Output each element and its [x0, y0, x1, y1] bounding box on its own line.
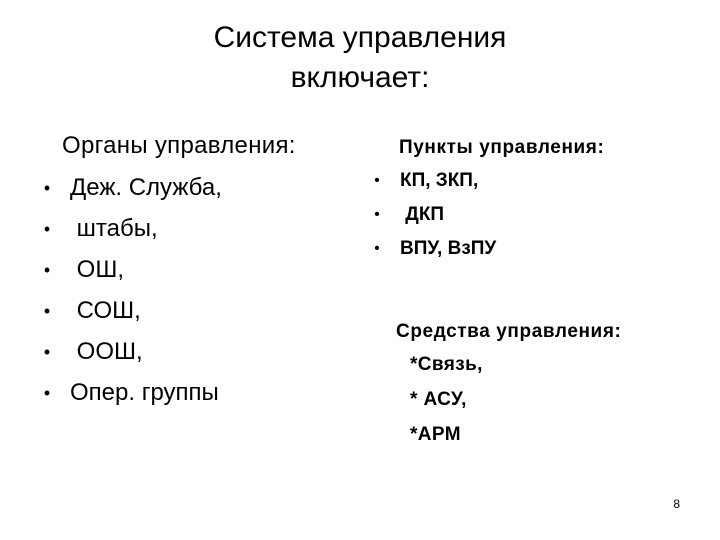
page-number: 8 — [673, 497, 680, 511]
bullet-icon: • — [43, 219, 51, 239]
means-list — [410, 350, 483, 455]
list-item — [40, 334, 222, 375]
list-item-text: Опер. группы — [70, 379, 219, 406]
right-column-heading: Пункты управления: — [399, 137, 605, 158]
list-item — [370, 234, 496, 268]
bullet-icon: • — [43, 178, 51, 198]
list-item-text: СОШ, — [70, 297, 141, 324]
bullet-icon: • — [43, 260, 51, 280]
left-bullet-list — [40, 170, 222, 416]
list-item-text: ООШ, — [70, 338, 143, 365]
list-item — [370, 166, 496, 200]
list-item-text: ДКП — [400, 204, 445, 225]
list-item — [40, 211, 222, 252]
list-item — [370, 200, 496, 234]
list-item-text: штабы, — [70, 215, 158, 242]
means-heading: Средства управления: — [396, 321, 622, 342]
list-item — [40, 375, 222, 416]
bullet-icon: • — [43, 301, 51, 321]
list-item: *АРМ — [410, 424, 461, 445]
list-item — [40, 293, 222, 334]
list-item-text: Деж. Служба, — [70, 174, 222, 201]
left-column-heading: Органы управления: — [62, 132, 296, 159]
bullet-icon: • — [43, 383, 51, 403]
list-item: * АСУ, — [410, 389, 467, 410]
slide-title-line-1: Система управления — [213, 21, 507, 54]
list-item-text: ОШ, — [70, 256, 124, 283]
list-item-text: ВПУ, ВзПУ — [400, 238, 497, 259]
bullet-icon: • — [43, 342, 51, 362]
bullet-icon: • — [374, 240, 380, 257]
list-item: *Связь, — [410, 354, 483, 375]
bullet-icon: • — [374, 172, 380, 189]
right-bullet-list — [370, 166, 496, 268]
list-item-text: КП, ЗКП, — [400, 170, 479, 191]
list-item — [40, 170, 222, 211]
slide-title-line-2: включает: — [290, 61, 430, 94]
list-item — [40, 252, 222, 293]
bullet-icon: • — [374, 206, 380, 223]
